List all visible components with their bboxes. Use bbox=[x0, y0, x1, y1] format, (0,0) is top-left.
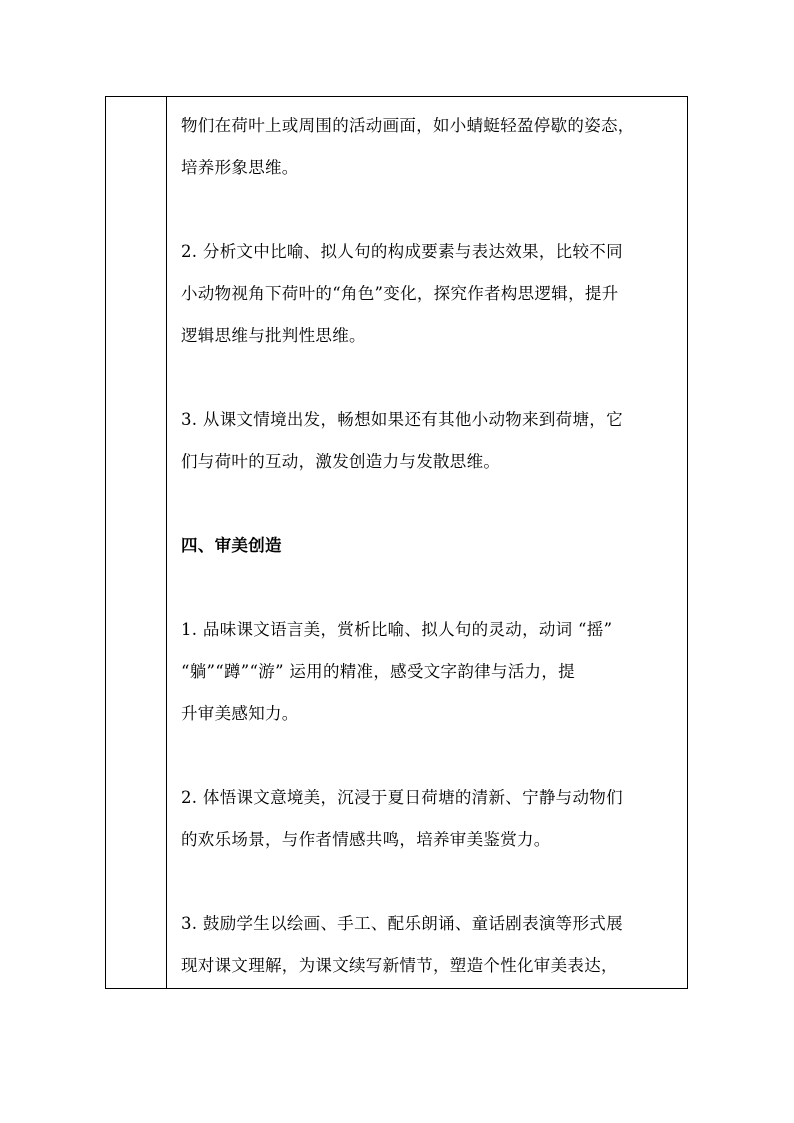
text-line: 四、审美创造 bbox=[181, 536, 282, 555]
text-line: 2. 体悟课文意境美，沉浸于夏日荷塘的清新、宁静与动物们 bbox=[181, 788, 623, 807]
text-line: 1. 品味课文语言美，赏析比喻、拟人句的灵动，动词 “摇” bbox=[181, 620, 613, 639]
paragraph bbox=[181, 777, 679, 861]
text-line: 现对课文理解，为课文续写新情节，塑造个性化审美表达， bbox=[181, 956, 618, 975]
paragraph bbox=[181, 609, 679, 735]
text-line: “躺”“蹲”“游” 运用的精准，感受文字韵律与活力，提 bbox=[181, 662, 575, 681]
text-line: 逻辑思维与批判性思维。 bbox=[181, 326, 366, 345]
text-line: 们与荷叶的互动，激发创造力与发散思维。 bbox=[181, 452, 501, 471]
paragraph bbox=[181, 105, 679, 189]
text-line: 2. 分析文中比喻、拟人句的构成要素与表达效果，比较不同 bbox=[181, 242, 623, 261]
text-line: 培养形象思维。 bbox=[181, 158, 299, 177]
text-line: 物们在荷叶上或周围的活动画面，如小蜻蜓轻盈停歇的姿态， bbox=[181, 116, 635, 135]
text-line: 小动物视角下荷叶的“角色”变化，探究作者构思逻辑，提升 bbox=[181, 284, 619, 303]
paragraph bbox=[181, 903, 679, 987]
paragraph bbox=[181, 399, 679, 483]
table-left-column bbox=[106, 97, 167, 988]
text-line: 3. 从课文情境出发，畅想如果还有其他小动物来到荷塘，它 bbox=[181, 410, 623, 429]
section-heading bbox=[181, 525, 679, 567]
text-line: 3. 鼓励学生以绘画、手工、配乐朗诵、童话剧表演等形式展 bbox=[181, 914, 623, 933]
text-line: 升审美感知力。 bbox=[181, 704, 299, 723]
paragraph bbox=[181, 231, 679, 357]
table-frame bbox=[105, 96, 688, 989]
text-line: 的欢乐场景，与作者情感共鸣，培养审美鉴赏力。 bbox=[181, 830, 551, 849]
